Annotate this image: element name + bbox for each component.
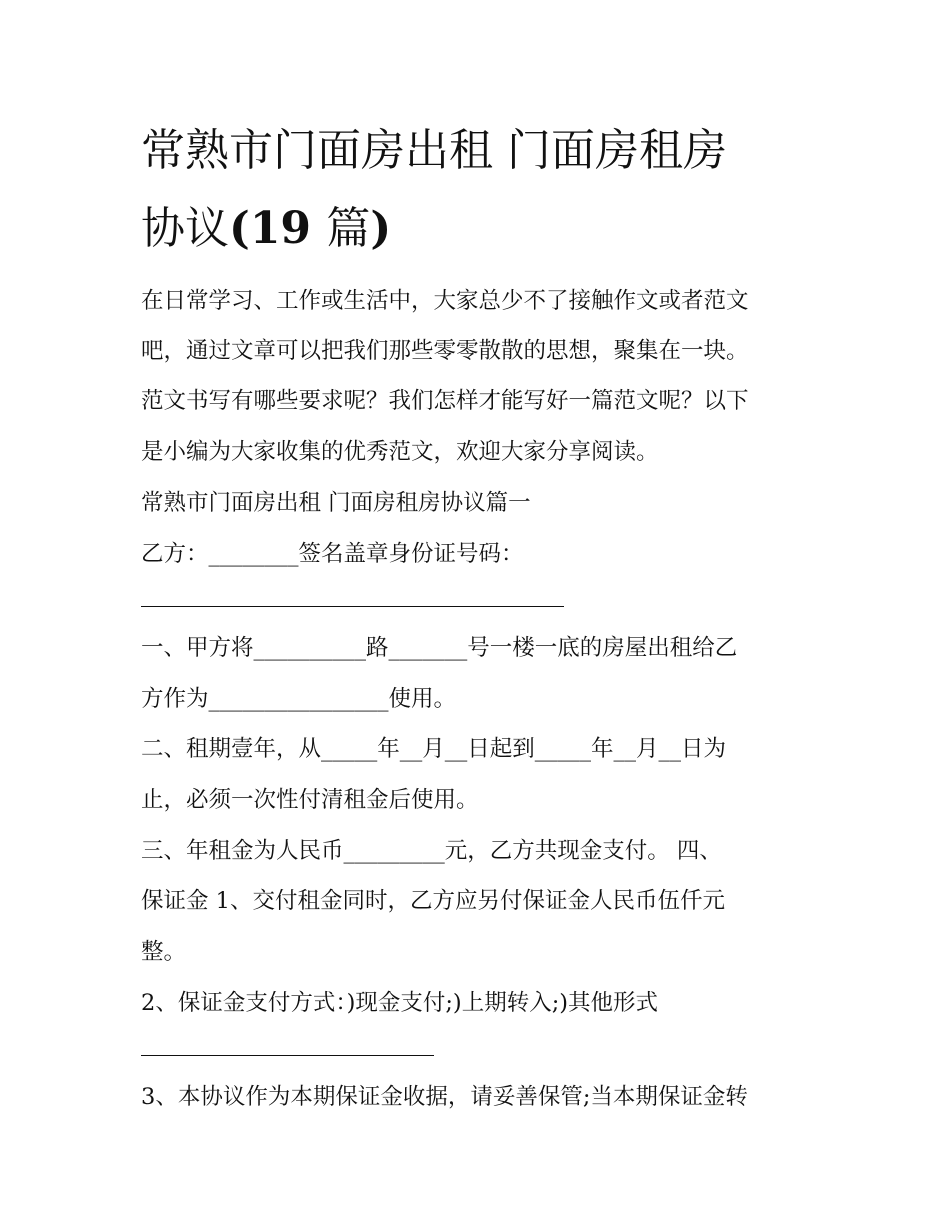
intro-line-2: 吧，通过文章可以把我们那些零零散散的思想，聚集在一块。 [141,338,749,364]
clause-3-line-3: 整。 [141,939,187,965]
clause-2-line-1: 二、租期壹年，从_____年__月__日起到_____年__月__日为 [141,736,727,762]
title-line-1: 常熟市门面房出租 门面房租房 [141,125,727,176]
signature-blank-line [141,606,564,607]
section-heading: 常熟市门面房出租 门面房租房协议篇一 [141,490,531,516]
title-line-2-text: 协议 [141,203,229,254]
title-line-2-unit: 篇 [326,203,371,254]
other-form-blank-line [141,1055,434,1056]
clause-1-line-1: 一、甲方将__________路_______号一楼一底的房屋出租给乙 [141,635,738,661]
intro-line-4: 是小编为大家收集的优秀范文，欢迎大家分享阅读。 [141,439,659,465]
party-b-line: 乙方：________签名盖章身份证号码： [141,541,524,567]
title-line-2-count: (19 [229,203,327,254]
intro-line-3: 范文书写有哪些要求呢？我们怎样才能写好一篇范文呢？以下 [141,388,749,414]
clause-2-line-2: 止，必须一次性付清租金后使用。 [141,787,479,813]
document-title [141,112,821,268]
clause-3-line-1: 三、年租金为人民币_________元，乙方共现金支付。 四、 [141,838,722,864]
clause-4-line-1: 2、保证金支付方式：)现金支付;)上期转入;)其他形式 [141,990,659,1016]
title-line-2-close: ) [370,203,392,254]
clause-1-line-2: 方作为________________使用。 [141,686,457,712]
clause-5-line-1: 3、本协议作为本期保证金收据，请妥善保管;当本期保证金转 [141,1084,748,1110]
intro-line-1: 在日常学习、工作或生活中，大家总少不了接触作文或者范文 [141,288,749,314]
clause-3-line-2: 保证金 1、交付租金同时，乙方应另付保证金人民币伍仟元 [141,888,725,914]
